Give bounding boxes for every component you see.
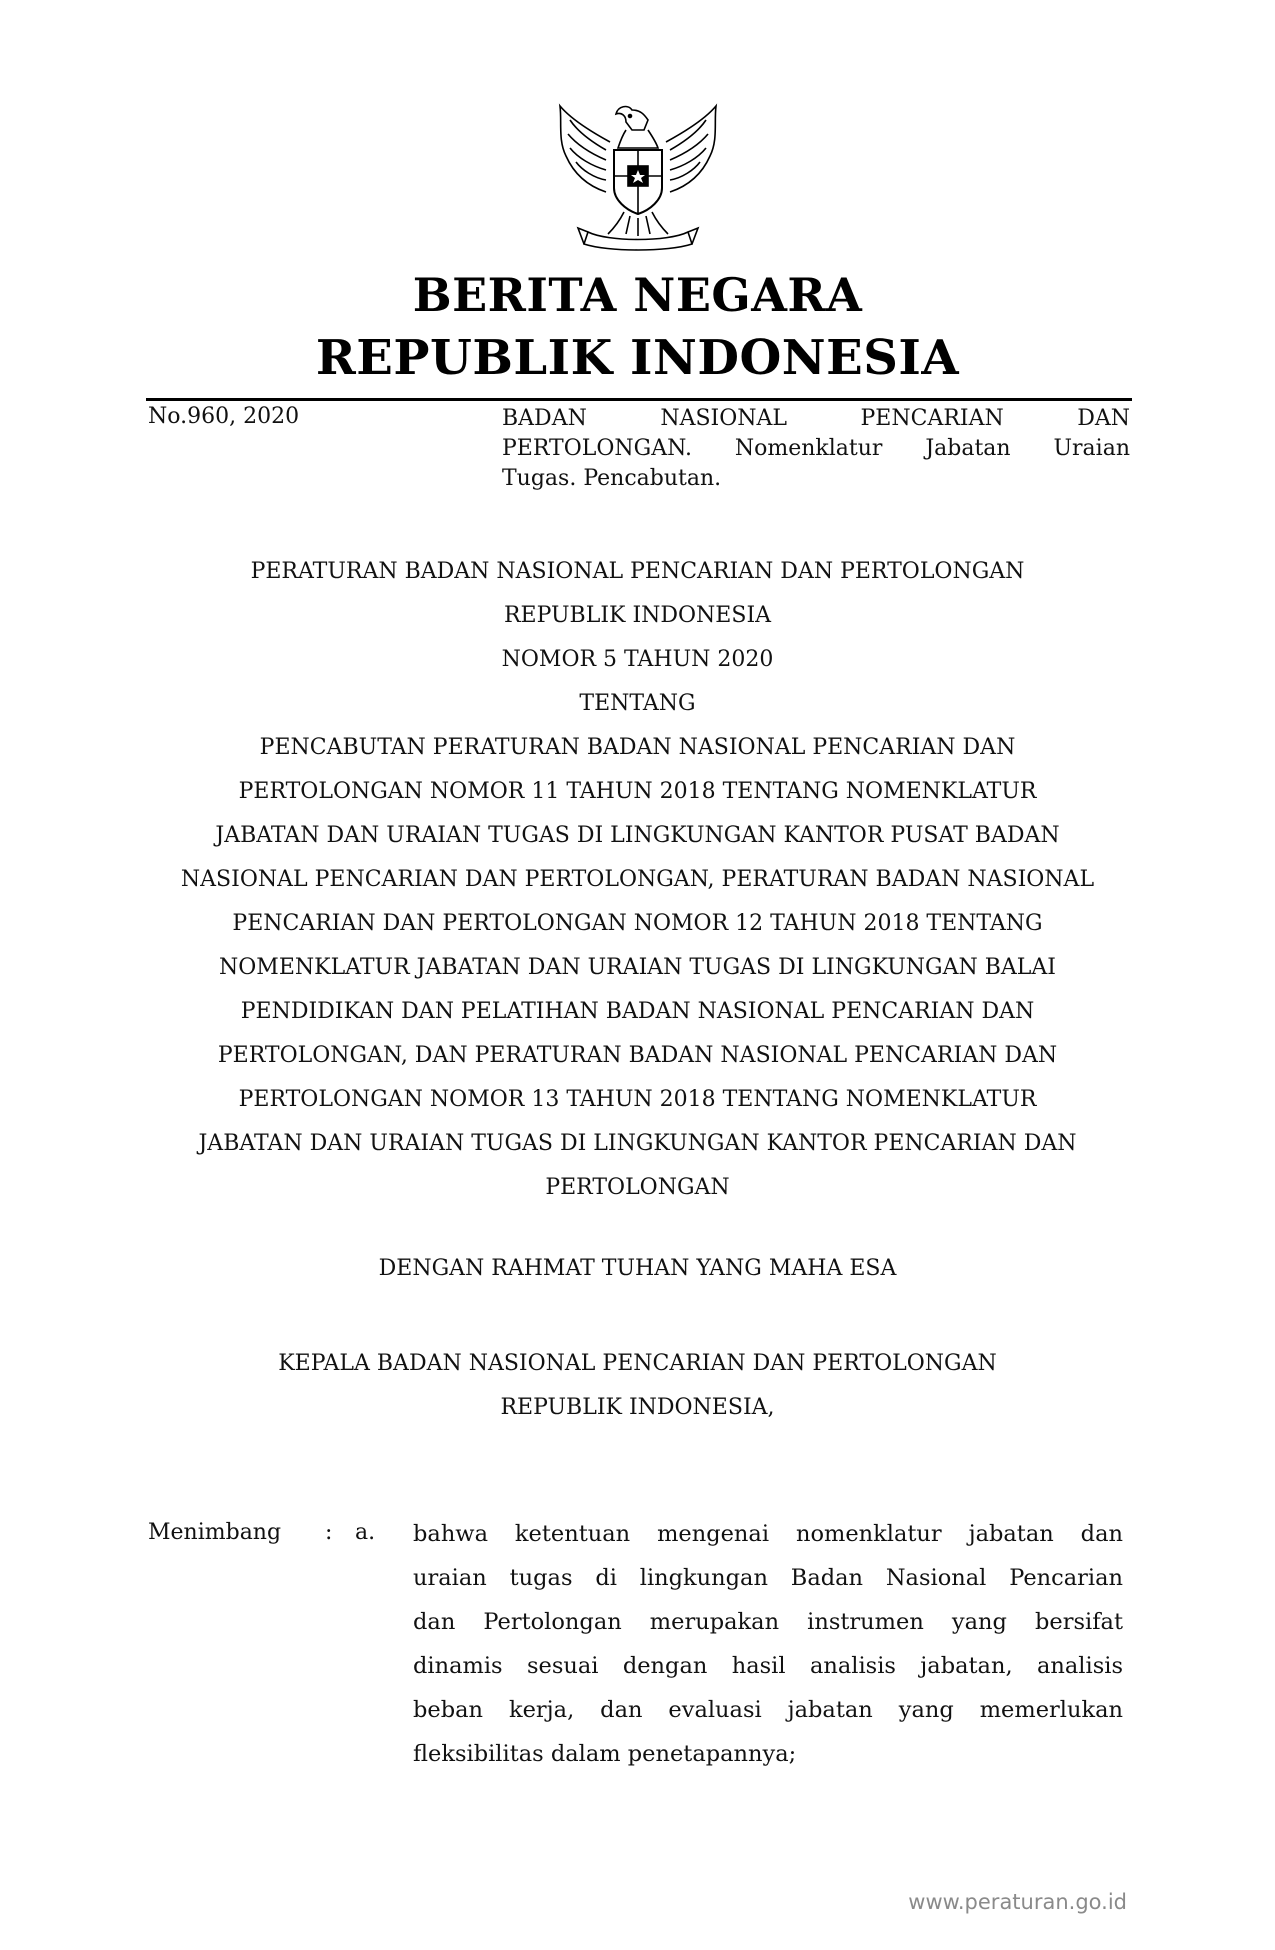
invocation: DENGAN RAHMAT TUHAN YANG MAHA ESA [378,1256,897,1281]
menimbang-item-letter: a. [355,1520,376,1545]
title-line: NOMOR 5 TAHUN 2020 [501,647,774,672]
subject-summary [502,404,1130,494]
paragraph-line: dinamis sesuai dengan hasil analisis jabatan, analisis [413,1653,1123,1679]
paragraph-line: dan Pertolongan merupakan instrumen yang bersifat [413,1609,1123,1635]
title-line: PERTOLONGAN, DAN PERATURAN BADAN NASIONAL PENCARIAN DAN [217,1043,1058,1068]
title-line: REPUBLIK INDONESIA [503,603,772,628]
title-line: PERTOLONGAN [545,1175,730,1200]
title-line: PENCABUTAN PERATURAN BADAN NASIONAL PENCARIAN DAN [259,735,1016,760]
masthead-subtitle: REPUBLIK INDONESIA [315,330,960,386]
issuer-line: REPUBLIK INDONESIA, [500,1395,775,1420]
regulation-title [110,550,1165,1210]
publication-number: No.960, 2020 [148,404,300,429]
title-line: JABATAN DAN URAIAN TUGAS DI LINGKUNGAN KANTOR PENCARIAN DAN [198,1131,1077,1156]
title-line: PENDIDIKAN DAN PELATIHAN BADAN NASIONAL PENCARIAN DAN [240,999,1035,1024]
masthead-rule [146,398,1132,401]
menimbang-colon: : [325,1520,333,1545]
subject-word: PENCARIAN [860,406,1004,431]
subject-word: DAN [1077,406,1130,431]
title-line: NOMENKLATUR JABATAN DAN URAIAN TUGAS DI LINGKUNGAN BALAI [219,955,1056,980]
subject-line-1 [502,404,1130,434]
title-line: PERTOLONGAN NOMOR 11 TAHUN 2018 TENTANG NOMENKLATUR [238,779,1037,804]
issuer-line: KEPALA BADAN NASIONAL PENCARIAN DAN PERTOLONGAN [278,1351,997,1376]
subject-line-2: PERTOLONGAN. Nomenklatur Jabatan Uraian [502,436,1130,461]
title-line: NASIONAL PENCARIAN DAN PERTOLONGAN, PERATURAN BADAN NASIONAL [180,867,1095,892]
masthead-title: BERITA NEGARA [412,268,863,322]
menimbang-item-text [413,1512,1123,1776]
subject-word: NASIONAL [660,406,788,431]
title-line: PENCARIAN DAN PERTOLONGAN NOMOR 12 TAHUN 2018 TENTANG [232,911,1043,936]
title-line: TENTANG [579,691,696,716]
footer-website: www.peraturan.go.id [908,1890,1127,1914]
title-line: PERATURAN BADAN NASIONAL PENCARIAN DAN PERTOLONGAN [250,559,1025,584]
subject-word: BADAN [502,406,587,431]
paragraph-line: uraian tugas di lingkungan Badan Nasional Pencarian [413,1565,1123,1591]
menimbang-label: Menimbang [148,1520,282,1545]
paragraph-line: beban kerja, dan evaluasi jabatan yang memerlukan [413,1697,1123,1723]
title-line: PERTOLONGAN NOMOR 13 TAHUN 2018 TENTANG NOMENKLATUR [238,1087,1037,1112]
paragraph-line: fleksibilitas dalam penetapannya; [413,1741,797,1767]
garuda-pancasila-emblem-icon [548,100,728,255]
issuer [110,1342,1165,1430]
paragraph-line: bahwa ketentuan mengenai nomenklatur jabatan dan [413,1521,1123,1547]
title-line: JABATAN DAN URAIAN TUGAS DI LINGKUNGAN KANTOR PUSAT BADAN [215,823,1060,848]
subject-line-3: Tugas. Pencabutan. [502,466,722,491]
